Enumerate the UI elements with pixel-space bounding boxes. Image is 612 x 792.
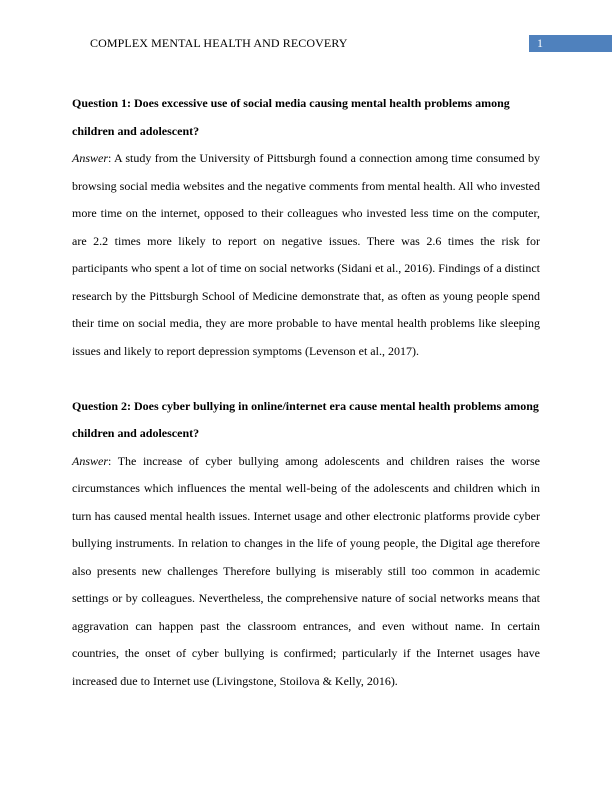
answer-text: : A study from the University of Pittsburgh found a connection among time consumed by browsing social media websites and the negative comments from mental health. All who invested more time on the internet, opposed to their colleagues who invested less time on the computer, are 2.2 times more likely to report on negative issues. There was 2.6 times the risk for participants who spent a lot of time on social networks (Sidani et al., 2016). Findings of a distinct research by the Pittsburgh School of Medicine demonstrate that, as often as young people spend their time on social media, they are more probable to have mental health problems like sleeping issues and likely to report depression symptoms (Levenson et al., 2017).: [72, 151, 540, 358]
question-section-1: [72, 90, 540, 365]
answer-label: Answer: [72, 453, 108, 468]
question-heading: Question 1: Does excessive use of social media causing mental health problems among children and adolescent?: [72, 96, 510, 138]
document-body: [72, 90, 540, 695]
answer-text: : The increase of cyber bullying among adolescents and children raises the worse circumstances which influences the mental well-being of the adolescents and children which in turn has caused mental health issues. Internet usage and other electronic platforms provide cyber bullying instruments. In relation to changes in the life of young people, the Digital age therefore also presents new challenges Therefore bullying is miserably still too common in academic settings or by colleagues. Nevertheless, the comprehensive nature of social networks means that aggravation can happen past the classroom entrances, and even without name. In certain countries, the onset of cyber bullying is confirmed; particularly if the Internet usages have increased due to Internet use (Livingstone, Stoilova & Kelly, 2016).: [72, 453, 540, 688]
answer-paragraph: [72, 145, 540, 365]
page-number-badge: [529, 35, 612, 52]
answer-paragraph: [72, 448, 540, 696]
answer-label: Answer: [72, 151, 108, 165]
question-heading: Question 2: Does cyber bullying in online/internet era cause mental health problems among children and adolescent?: [72, 398, 539, 440]
page-number: 1: [537, 36, 543, 50]
running-header: COMPLEX MENTAL HEALTH AND RECOVERY: [90, 36, 348, 50]
question-section-2: [72, 393, 540, 696]
